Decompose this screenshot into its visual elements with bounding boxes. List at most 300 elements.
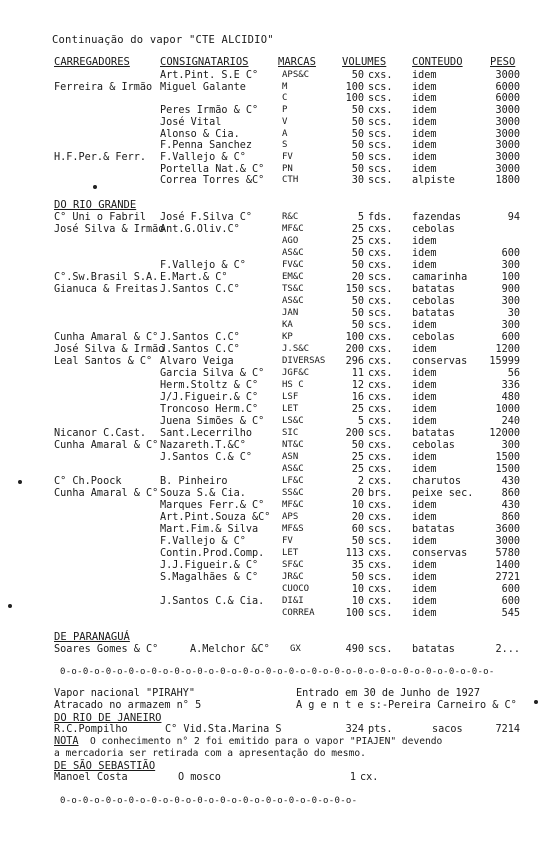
table-row [0, 260, 560, 271]
armazem-line: Atracado no armazem n° 5 [54, 700, 202, 711]
row-consignatario: Miguel Galante [160, 81, 246, 93]
row-marca: MF&C [282, 224, 304, 234]
table-row [0, 212, 560, 223]
row-conteudo: cebolas [412, 224, 455, 235]
section-sao-sebastiao: DE SÃO SEBASTIÃO [54, 760, 156, 772]
row-unit: cxs. [368, 548, 393, 559]
row-unit: scs. [368, 320, 393, 331]
row-unit: scs. [368, 608, 393, 619]
row-peso: 300 [501, 260, 520, 271]
row-conteudo: cebolas [412, 440, 455, 451]
row-unit: cxs. [368, 105, 393, 117]
row-marca: A [282, 128, 288, 139]
table-row [0, 512, 560, 523]
row-conteudo: idem [412, 320, 437, 331]
row-marca: FV [282, 536, 293, 546]
ink-speck [8, 604, 12, 608]
agentes-line: A g e n t e s:-Pereira Carneiro & C° [296, 700, 517, 711]
table-row [0, 404, 560, 415]
row-volume: 25 [351, 236, 364, 247]
row-marca: SS&C [282, 488, 304, 498]
row-unit: scs. [368, 524, 393, 535]
row-unit: cxs. [368, 584, 393, 595]
row-marca: FV [282, 151, 293, 162]
ink-speck [534, 700, 538, 704]
row-unit: cxs. [368, 500, 393, 511]
row-peso: 100 [501, 272, 520, 283]
row-volume: 25 [351, 464, 364, 475]
row-marca: TS&C [282, 284, 304, 294]
row-unit: cxs. [368, 512, 393, 523]
header-consignatarios: CONSIGNATARIOS [160, 56, 249, 68]
row-volume: 100 [345, 332, 364, 343]
row-consignatario: A.Melchor &C° [190, 644, 270, 655]
row-marca: AS&C [282, 464, 304, 474]
row-conteudo: idem [412, 128, 437, 140]
row-consignatario: J.J.Figueir.& C° [160, 560, 259, 571]
row-volume: 50 [351, 116, 364, 128]
row-peso: 6000 [495, 93, 520, 105]
row-conteudo: fazendas [412, 212, 462, 223]
row-carregador: José Silva & Irmão [54, 344, 165, 355]
row-unit: cxs. [368, 356, 393, 367]
row-unit: scs. [368, 163, 393, 175]
row-conteudo: batatas [412, 644, 455, 655]
row-conteudo: idem [412, 70, 437, 81]
row-conteudo: idem [412, 512, 437, 523]
row-marca: LF&C [282, 476, 304, 486]
row-carregador: R.C.Pompilho [54, 724, 128, 735]
table-row [0, 356, 560, 367]
row-peso: 1000 [495, 404, 520, 415]
row-consignatario: J/J.Figueir.& C° [160, 392, 259, 403]
row-volume: 25 [351, 452, 364, 463]
row-consignatario: E.Mart.& C° [160, 272, 228, 283]
row-volume: 200 [345, 428, 364, 439]
table-row [0, 488, 560, 499]
row-unit: cxs. [368, 344, 393, 355]
row-unit: cxs. [368, 70, 393, 81]
row-marca: APS [282, 512, 299, 522]
row-unit: cxs. [368, 236, 393, 247]
ink-speck [93, 185, 97, 189]
row-volume: 100 [345, 93, 364, 105]
row-volume: 200 [345, 344, 364, 355]
row-conteudo: cebolas [412, 332, 455, 343]
row-peso: 860 [501, 512, 520, 523]
row-conteudo: alpiste [412, 175, 455, 187]
table-row [0, 572, 560, 583]
row-marca: LET [282, 404, 299, 414]
row-carregador: Cunha Amaral & C° [54, 440, 159, 451]
row-conteudo: conservas [412, 548, 468, 559]
row-conteudo: conservas [412, 356, 468, 367]
row-consignatario: J.Santos C.C° [160, 344, 240, 355]
row-peso: 3000 [495, 163, 520, 175]
row-marca: CTH [282, 175, 299, 186]
row-peso: 430 [501, 500, 520, 511]
row-volume: 10 [351, 596, 364, 607]
row-carregador: C° Uni o Fabril [54, 212, 147, 223]
row-peso: 600 [501, 332, 520, 343]
row-marca: APS&C [282, 70, 310, 80]
section-paranagua: DE PARANAGUÁ [54, 631, 130, 643]
row-volume: 25 [351, 404, 364, 415]
row-marca: SF&C [282, 560, 304, 570]
row-carregador: Cunha Amaral & C° [54, 488, 159, 499]
row-peso: 94 [507, 212, 520, 223]
row-peso: 1200 [495, 344, 520, 355]
row-marca: AS&C [282, 248, 304, 258]
row-peso: 7214 [495, 724, 520, 735]
row-unit: cxs. [368, 260, 393, 271]
row-conteudo: idem [412, 572, 437, 583]
row-conteudo: batatas [412, 284, 455, 295]
row-consignatario: O mosco [178, 772, 221, 783]
row-unit: scs. [368, 128, 393, 140]
row-volume: 16 [351, 392, 364, 403]
row-marca: NT&C [282, 440, 304, 450]
row-unit: scs. [368, 644, 393, 655]
row-volume: 20 [351, 512, 364, 523]
row-peso: 600 [501, 596, 520, 607]
row-peso: 600 [501, 248, 520, 259]
row-volume: 11 [351, 368, 364, 379]
nota-text-continued: a mercadoria ser retirada com a apresentação do mesmo. [54, 748, 366, 759]
row-volume: 113 [345, 548, 364, 559]
row-conteudo: idem [412, 416, 437, 427]
row-volume: 296 [345, 356, 364, 367]
row-volume: 50 [351, 151, 364, 163]
row-consignatario: Alonso & Cia. [160, 128, 240, 140]
table-row [0, 440, 560, 451]
row-marca: C [282, 93, 288, 104]
header-peso: PESO [490, 56, 516, 68]
table-row [0, 476, 560, 487]
row-peso: 430 [501, 476, 520, 487]
row-consignatario: S.Magalhães & C° [160, 572, 259, 583]
row-unit: cxs. [368, 464, 393, 475]
row-unit: cxs. [368, 452, 393, 463]
table-row [0, 464, 560, 475]
row-conteudo: idem [412, 452, 437, 463]
row-volume: 5 [357, 416, 364, 427]
row-conteudo: idem [412, 608, 437, 619]
row-unit: cxs. [368, 224, 393, 235]
row-unit: cxs. [368, 416, 393, 427]
row-volume: 30 [351, 175, 364, 187]
row-peso: 3000 [495, 116, 520, 128]
row-consignatario: Art.Pint. S.E C° [160, 70, 259, 81]
row-marca: SIC [282, 428, 299, 438]
row-volume: 2 [357, 476, 364, 487]
row-marca: AGO [282, 236, 299, 246]
row-volume: 50 [351, 140, 364, 152]
row-unit: brs. [368, 488, 393, 499]
row-volume: 50 [351, 128, 364, 140]
row-unit: cx. [360, 772, 379, 783]
row-consignatario: Portella Nat.& C° [160, 163, 265, 175]
row-peso: 30 [507, 308, 520, 319]
row-unit: scs. [368, 308, 393, 319]
row-volume: 10 [351, 500, 364, 511]
row-peso: 2721 [495, 572, 520, 583]
row-unit: scs. [368, 140, 393, 152]
row-marca: JGF&C [282, 368, 310, 378]
row-conteudo: idem [412, 260, 437, 271]
row-conteudo: idem [412, 380, 437, 391]
table-row [0, 524, 560, 535]
row-conteudo: idem [412, 81, 437, 93]
row-volume: 50 [351, 296, 364, 307]
table-row [0, 428, 560, 439]
row-conteudo: sacos [432, 724, 463, 735]
row-unit: cxs. [368, 440, 393, 451]
row-marca: DIVERSAS [282, 356, 326, 366]
row-volume: 60 [351, 524, 364, 535]
row-peso: 300 [501, 320, 520, 331]
row-consignatario: J.Santos C.& C° [160, 452, 253, 463]
row-carregador: Leal Santos & C° [54, 356, 153, 367]
bottom-separator-line: 0-o-0-o-0-o-0-o-0-o-0-o-0-o-0-o-0-o-0-o-0-o-0-o-0-o- [60, 796, 358, 806]
row-unit: fds. [368, 212, 393, 223]
row-conteudo: idem [412, 116, 437, 128]
row-conteudo: idem [412, 248, 437, 259]
row-unit: scs. [368, 284, 393, 295]
row-conteudo: idem [412, 236, 437, 247]
row-marca: KP [282, 332, 293, 342]
row-conteudo: cebolas [412, 296, 455, 307]
row-unit: scs. [368, 81, 393, 93]
row-carregador: Ferreira & Irmão [54, 81, 153, 93]
row-marca: ASN [282, 452, 299, 462]
row-marca: KA [282, 320, 293, 330]
row-unit: scs. [368, 428, 393, 439]
row-consignatario: Alvaro Veiga [160, 356, 234, 367]
row-volume: 324 [345, 724, 364, 735]
row-volume: 50 [351, 105, 364, 117]
row-unit: cxs. [368, 380, 393, 391]
row-conteudo: idem [412, 392, 437, 403]
row-volume: 100 [345, 81, 364, 93]
row-marca: M [282, 81, 288, 92]
row-peso: 6000 [495, 81, 520, 93]
row-peso: 1500 [495, 464, 520, 475]
row-conteudo: peixe sec. [412, 488, 474, 499]
row-volume: 50 [351, 163, 364, 175]
page-title: Continuação do vapor "CTE ALCIDIO" [52, 34, 274, 46]
row-marca: JR&C [282, 572, 304, 582]
row-consignatario: J.Santos C.& Cia. [160, 596, 265, 607]
row-marca: R&C [282, 212, 299, 222]
row-marca: V [282, 116, 288, 127]
ink-speck [18, 480, 22, 484]
row-unit: cxs. [368, 476, 393, 487]
row-peso: 1800 [495, 175, 520, 187]
row-conteudo: idem [412, 105, 437, 117]
table-row [0, 596, 560, 607]
row-marca: AS&C [282, 296, 304, 306]
table-row [0, 452, 560, 463]
row-marca: FV&C [282, 260, 304, 270]
row-volume: 50 [351, 320, 364, 331]
row-peso: 5780 [495, 548, 520, 559]
row-volume: 12 [351, 380, 364, 391]
table-row [0, 416, 560, 427]
row-consignatario: Juena Simões & C° [160, 416, 265, 427]
row-peso: 3000 [495, 105, 520, 117]
row-consignatario: Sant.Lecerrilho [160, 428, 253, 439]
row-marca: MF&S [282, 524, 304, 534]
row-consignatario: F.Vallejo & C° [160, 260, 246, 271]
row-unit: scs. [368, 116, 393, 128]
row-volume: 150 [345, 284, 364, 295]
row-volume: 20 [351, 488, 364, 499]
row-marca: JAN [282, 308, 299, 318]
row-carregador: C° Ch.Poock [54, 476, 122, 487]
row-conteudo: idem [412, 596, 437, 607]
row-unit: cxs. [368, 560, 393, 571]
row-conteudo: idem [412, 536, 437, 547]
table-row [0, 392, 560, 403]
row-unit: scs. [368, 272, 393, 283]
row-marca: DI&I [282, 596, 304, 606]
row-consignatario: F.Vallejo & C° [160, 536, 246, 547]
row-unit: pts. [368, 724, 393, 735]
row-volume: 10 [351, 584, 364, 595]
nota-text: O conhecimento n° 2 foi emitido para o vapor "PIAJEN" devendo [90, 736, 443, 747]
row-consignatario: Nazareth.T.&C° [160, 440, 246, 451]
row-consignatario: Ant.G.Oliv.C° [160, 224, 240, 235]
table-row [0, 224, 560, 235]
row-marca: CORREA [282, 608, 315, 618]
row-conteudo: idem [412, 560, 437, 571]
row-volume: 20 [351, 272, 364, 283]
row-carregador: H.F.Per.& Ferr. [54, 151, 147, 163]
row-volume: 100 [345, 608, 364, 619]
row-consignatario: C° Vid.Sta.Marina S [165, 724, 282, 735]
row-consignatario: José F.Silva C° [160, 212, 253, 223]
row-volume: 50 [351, 308, 364, 319]
row-volume: 35 [351, 560, 364, 571]
row-unit: scs. [368, 536, 393, 547]
row-peso: 600 [501, 584, 520, 595]
row-peso: 240 [501, 416, 520, 427]
row-unit: scs. [368, 175, 393, 187]
section-rio-de-janeiro: DO RIO DE JANEIRO [54, 712, 162, 724]
row-unit: cxs. [368, 248, 393, 259]
row-carregador: Cunha Amaral & C° [54, 332, 159, 343]
rio-janeiro-row [0, 724, 560, 735]
row-consignatario: Herm.Stoltz & C° [160, 380, 259, 391]
entrada-line: Entrado em 30 de Junho de 1927 [296, 688, 481, 699]
row-unit: cxs. [368, 296, 393, 307]
row-consignatario: Peres Irmão & C° [160, 105, 259, 117]
row-conteudo: idem [412, 464, 437, 475]
row-unit: cxs. [368, 368, 393, 379]
row-marca: P [282, 105, 288, 116]
row-peso: 12000 [489, 428, 520, 439]
row-volume: 5 [357, 212, 364, 223]
row-peso: 336 [501, 380, 520, 391]
row-consignatario: José Vital [160, 116, 222, 128]
row-conteudo: batatas [412, 428, 455, 439]
row-consignatario: B. Pinheiro [160, 476, 228, 487]
row-consignatario: Souza S.& Cia. [160, 488, 246, 499]
row-volume: 50 [351, 440, 364, 451]
row-carregador: Soares Gomes & C° [54, 644, 159, 655]
row-conteudo: charutos [412, 476, 462, 487]
row-conteudo: idem [412, 404, 437, 415]
row-marca: MF&C [282, 500, 304, 510]
row-volume: 1 [349, 772, 356, 783]
row-unit: cxs. [368, 596, 393, 607]
row-consignatario: Troncoso Herm.C° [160, 404, 259, 415]
table-row [0, 296, 560, 307]
row-marca: GX [290, 644, 301, 654]
row-volume: 490 [345, 644, 364, 655]
row-peso: 15999 [489, 356, 520, 367]
row-peso: 3000 [495, 536, 520, 547]
row-peso: 2... [495, 644, 520, 655]
row-peso: 3600 [495, 524, 520, 535]
table-row [0, 584, 560, 595]
separator-line: 0-o-0-o-0-o-0-o-0-o-0-o-0-o-0-o-0-o-0-o-0-o-0-o-0-o-0-o-0-o-0-o-0-o-0-o-0-o- [60, 667, 495, 677]
row-unit: cxs. [368, 404, 393, 415]
row-unit: cxs. [368, 392, 393, 403]
paranagua-row [0, 644, 560, 655]
table-row [0, 560, 560, 571]
sao-sebastiao-row [0, 772, 560, 783]
row-conteudo: idem [412, 368, 437, 379]
table-row [0, 608, 560, 619]
row-peso: 860 [501, 488, 520, 499]
row-peso: 3000 [495, 70, 520, 81]
row-marca: LSF [282, 392, 299, 402]
row-marca: PN [282, 163, 293, 174]
table-row [0, 320, 560, 331]
row-conteudo: idem [412, 500, 437, 511]
row-conteudo: idem [412, 151, 437, 163]
row-consignatario: Art.Pint.Souza &C° [160, 512, 271, 523]
table-row [0, 308, 560, 319]
row-consignatario: F.Penna Sanchez [160, 140, 253, 152]
row-conteudo: idem [412, 163, 437, 175]
row-unit: scs. [368, 151, 393, 163]
section-rio-grande: DO RIO GRANDE [54, 199, 137, 211]
row-marca: S [282, 140, 288, 151]
table-row [0, 236, 560, 247]
row-marca: LET [282, 548, 299, 558]
row-peso: 1500 [495, 452, 520, 463]
row-consignatario: J.Santos C.C° [160, 284, 240, 295]
nota-label: NOTA [54, 736, 79, 747]
row-consignatario: Garcia Silva & C° [160, 368, 265, 379]
row-conteudo: idem [412, 344, 437, 355]
row-marca: CUOCO [282, 584, 310, 594]
header-marcas: MARCAS [278, 56, 316, 68]
row-marca: EM&C [282, 272, 304, 282]
header-carregadores: CARREGADORES [54, 56, 130, 68]
row-conteudo: camarinha [412, 272, 468, 283]
row-peso: 545 [501, 608, 520, 619]
row-conteudo: idem [412, 584, 437, 595]
row-peso: 900 [501, 284, 520, 295]
row-peso: 300 [501, 296, 520, 307]
row-carregador: Manoel Costa [54, 772, 128, 783]
row-carregador: C°.Sw.Brasil S.A. [54, 272, 159, 283]
row-marca: J.S&C [282, 344, 310, 354]
